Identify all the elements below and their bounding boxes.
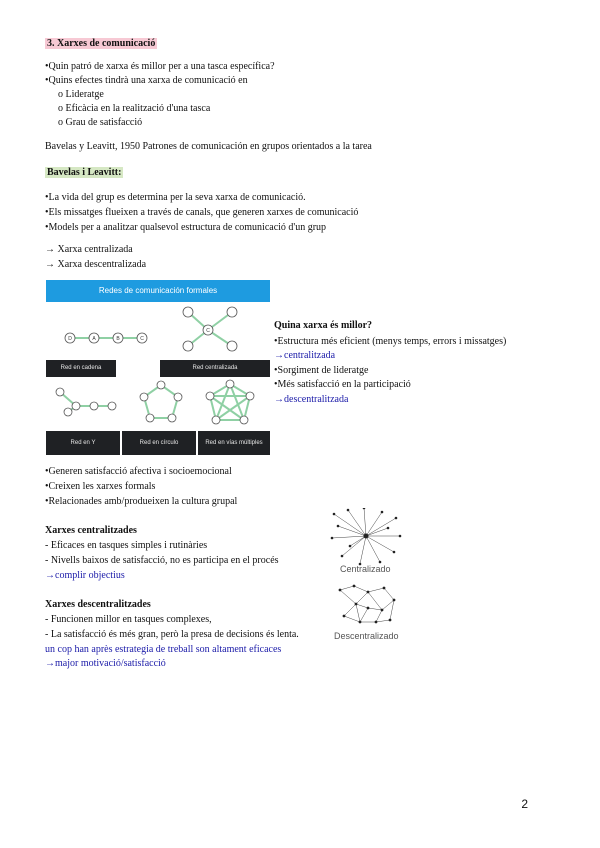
label-y: Red en Y (46, 431, 120, 455)
page-number: 2 (521, 797, 528, 811)
node-letter: D (68, 336, 72, 342)
network-node (146, 414, 154, 422)
decentralized-heading: Xarxes descentralitzades (45, 599, 151, 610)
decentralized-image-label: Descentralizado (334, 631, 399, 641)
network-node (246, 392, 254, 400)
decentralized-line-3: un cop han après estrategia de treball son altament eficaces (45, 644, 282, 655)
arrow-decentralized: → Xarxa descentralizada (45, 259, 147, 270)
which-line-4: • Més satisfacció en la participació (274, 378, 411, 391)
decentralized-line-1: - Funcionen millor en tasques complexes, (45, 614, 212, 625)
centralized-image-label: Centralizado (340, 564, 391, 574)
centralized-heading: Xarxes centralitzades (45, 525, 137, 536)
intro-bullet-1: • Quin patró de xarxa és millor per a una tasca específica? (45, 60, 275, 73)
network-node (108, 402, 116, 410)
centralized-line-2: - Nivells baixos de satisfacció, no es participa en el procés (45, 555, 279, 566)
bavelas-bullet-3: • Models per a analitzar qualsevol estructura de comunicació d'un grup (45, 221, 326, 234)
network-drawings (46, 280, 270, 428)
network-node (64, 408, 72, 416)
network-node (157, 381, 165, 389)
section-title: 3. Xarxes de comunicació (47, 38, 156, 49)
label-circle: Red en círculo (122, 431, 196, 455)
node-letter: B (116, 336, 120, 342)
network-node (90, 402, 98, 410)
effects-bullet-3: • Relacionades amb/produeixen la cultura grupal (45, 495, 237, 508)
network-node (56, 388, 64, 396)
sub-item-3: o Grau de satisfacció (58, 117, 143, 128)
effects-bullet-2: • Creixen les xarxes formals (45, 480, 155, 493)
network-node (206, 392, 214, 400)
network-node (72, 402, 80, 410)
node-letter: C (140, 336, 144, 342)
node-letter: A (92, 336, 96, 342)
bavelas-bullet-2: • Els missatges flueixen a través de canals, que generen xarxes de comunicació (45, 206, 358, 219)
bavelas-bullet-1: • La vida del grup es determina per la seva xarxa de comunicació. (45, 191, 306, 204)
which-network-heading: Quina xarxa és millor? (274, 320, 373, 331)
sub-item-1: o Lideratge (58, 89, 104, 100)
network-node (240, 416, 248, 424)
network-node (183, 341, 193, 351)
network-node (227, 341, 237, 351)
label-multiple: Red en vías múltiples (198, 431, 270, 455)
bavelas-heading: Bavelas i Leavitt: (47, 167, 122, 178)
which-line-5: →descentralitzada (274, 394, 349, 405)
decentralized-line-2: - La satisfacció és més gran, però la presa de decisions és lenta. (45, 629, 299, 640)
which-line-2: →centralitzada (274, 350, 336, 361)
which-line-1: • Estructura més eficient (menys temps, errors i missatges) (274, 335, 506, 348)
network-node (140, 393, 148, 401)
network-node (174, 393, 182, 401)
centralized-line-3: →complir objectius (45, 570, 125, 581)
reference-text: Bavelas y Leavitt, 1950 Patrones de comunicación en grupos orientados a la tarea (45, 141, 372, 152)
which-line-3: • Sorgiment de lideratge (274, 364, 368, 377)
sub-item-2: o Eficàcia en la realització d'una tasca (58, 103, 211, 114)
label-centralized: Red centralizada (160, 360, 270, 377)
arrow-centralized: → Xarxa centralizada (45, 244, 133, 255)
centralized-line-1: - Eficaces en tasques simples i rutinàries (45, 540, 208, 551)
decentralized-network-image (334, 582, 398, 630)
decentralized-line-4: →major motivació/satisfacció (45, 658, 166, 669)
network-node (212, 416, 220, 424)
intro-bullet-2: • Quins efectes tindrà una xarxa de comunicació en (45, 74, 248, 87)
effects-bullet-1: • Generen satisfacció afectiva i socioemocional (45, 465, 232, 478)
diagram-header: Redes de comunicación formales (46, 280, 270, 302)
network-node (168, 414, 176, 422)
communication-networks-diagram (46, 280, 270, 446)
network-node (227, 307, 237, 317)
network-node (226, 380, 234, 388)
network-node (183, 307, 193, 317)
label-chain: Red en cadena (46, 360, 116, 377)
node-letter: C (206, 328, 210, 334)
